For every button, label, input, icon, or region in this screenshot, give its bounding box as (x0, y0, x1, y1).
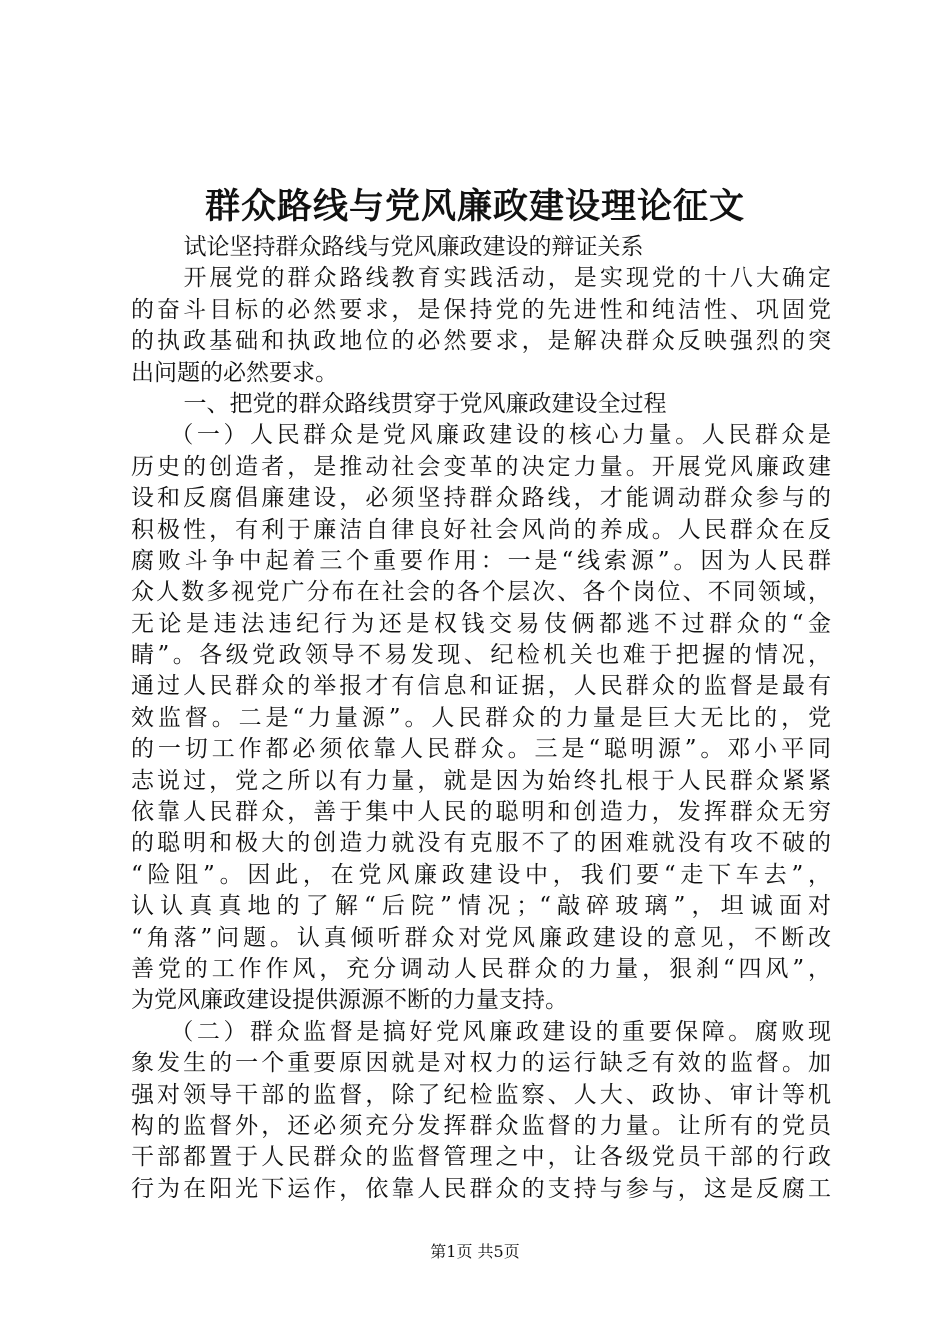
text-line: 睛”。各级党政领导不易发现、纪检机关也难于把握的情况， (131, 642, 831, 669)
text-line: 效监督。二是“力量源”。人民群众的力量是巨大无比的，党 (131, 704, 831, 731)
text-line: 干部都置于人民群众的监督管理之中，让各级党员干部的行政 (131, 1144, 831, 1171)
text-line: 一、把党的群众路线贯穿于党风廉政建设全过程 (183, 390, 667, 417)
text-line: 志说过，党之所以有力量，就是因为始终扎根于人民群众紧紧 (131, 767, 831, 794)
text-line: “角落”问题。认真倾听群众对党风廉政建设的意见，不断改 (131, 924, 831, 951)
text-line: 的一切工作都必须依靠人民群众。三是“聪明源”。邓小平同 (131, 736, 831, 763)
text-line: 出问题的必然要求。 (131, 359, 338, 386)
text-line: 的聪明和极大的创造力就没有克服不了的困难就没有攻不破的 (131, 830, 831, 857)
text-line: 为党风廉政建设提供源源不断的力量支持。 (131, 987, 568, 1014)
document-title: 群众路线与党风廉政建设理论征文 (204, 187, 745, 227)
text-line: （一）人民群众是党风廉政建设的核心力量。人民群众是 (170, 422, 831, 449)
text-line: 腐败斗争中起着三个重要作用：一是“线索源”。因为人民群 (131, 547, 831, 574)
text-line: 设和反腐倡廉建设，必须坚持群众路线，才能调动群众参与的 (131, 485, 831, 512)
text-line: 认认真真地的了解“后院”情况；“敲碎玻璃”，坦诚面对 (131, 893, 831, 920)
text-line: 强对领导干部的监督，除了纪检监察、人大、政协、审计等机 (131, 1081, 831, 1108)
text-line: 开展党的群众路线教育实践活动，是实现党的十八大确定 (183, 265, 831, 292)
text-line: 历史的创造者，是推动社会变革的决定力量。开展党风廉政建 (131, 453, 831, 480)
page-footer: 第1页 共5页 (430, 1242, 520, 1261)
text-line: 依靠人民群众，善于集中人民的聪明和创造力，发挥群众无穷 (131, 799, 831, 826)
text-line: 的奋斗目标的必然要求，是保持党的先进性和纯洁性、巩固党 (131, 296, 831, 323)
text-line: 构的监督外，还必须充分发挥群众监督的力量。让所有的党员 (131, 1112, 831, 1139)
text-line: 无论是违法违纪行为还是权钱交易伎俩都逃不过群众的“金 (131, 610, 831, 637)
text-line: 善党的工作作风，充分调动人民群众的力量，狠刹“四风”， (131, 955, 831, 982)
document-body (131, 232, 831, 1205)
text-line: 行为在阳光下运作，依靠人民群众的支持与参与，这是反腐工 (131, 1175, 831, 1202)
text-line: 试论坚持群众路线与党风廉政建设的辩证关系 (183, 234, 644, 260)
text-line: 通过人民群众的举报才有信息和证据，人民群众的监督是最有 (131, 673, 831, 700)
text-line: 众人数多视党广分布在社会的各个层次、各个岗位、不同领域， (131, 579, 831, 606)
text-line: 象发生的一个重要原因就是对权力的运行缺乏有效的监督。加 (131, 1050, 831, 1077)
text-line: “险阻”。因此，在党风廉政建设中，我们要“走下车去”， (131, 861, 831, 888)
text-line: 的执政基础和执政地位的必然要求，是解决群众反映强烈的突 (131, 328, 831, 355)
text-line: （二）群众监督是搞好党风廉政建设的重要保障。腐败现 (170, 1018, 831, 1045)
text-line: 积极性，有利于廉洁自律良好社会风尚的养成。人民群众在反 (131, 516, 831, 543)
